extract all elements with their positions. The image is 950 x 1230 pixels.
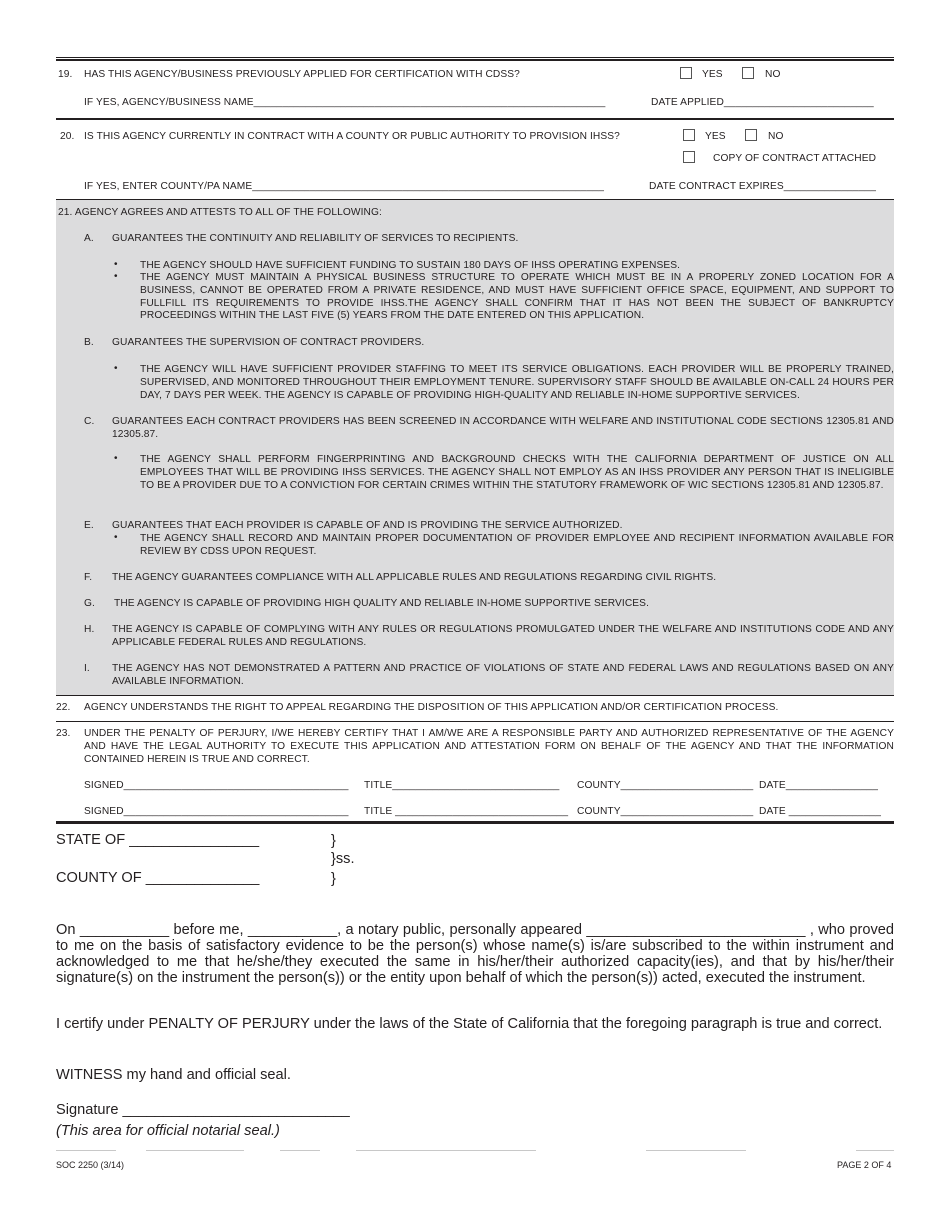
q20-date-expires-field[interactable]: DATE CONTRACT EXPIRES________________ [649,181,876,192]
title-field-1[interactable]: TITLE_____________________________ [364,780,560,791]
bullet-icon: • [114,259,118,270]
q21-i-letter: I. [84,663,90,674]
notary-signature-field[interactable]: Signature ____________________________ [56,1102,350,1118]
q19-date-applied-field[interactable]: DATE APPLIED__________________________ [651,97,874,108]
date-field-2[interactable]: DATE ________________ [759,806,881,817]
q21-b-text: GUARANTEES THE SUPERVISION OF CONTRACT PROVIDERS. [112,337,425,348]
q21-g-letter: G. [84,598,95,609]
q20-question: IS THIS AGENCY CURRENTLY IN CONTRACT WITH A COUNTY OR PUBLIC AUTHORITY TO PROVISION IHSS? [84,131,620,142]
q19-agency-name-field[interactable]: IF YES, AGENCY/BUSINESS NAME_____________________________________________________________ [84,97,606,108]
q21-c-text: GUARANTEES EACH CONTRACT PROVIDERS HAS BEEN SCREENED IN ACCORDANCE WITH WELFARE AND INSTITUTIONAL CODE SECTIONS 12305.81 AND 12305.87. [112,416,894,440]
q20-yes-checkbox[interactable] [683,129,695,141]
q21-c-bullet-1: THE AGENCY SHALL PERFORM FINGERPRINTING AND BACKGROUND CHECKS WITH THE CALIFORNIA DEPARTMENT OF JUSTICE ON ALL EMPLOYEES THAT WILL BE PROVIDING IHSS SERVICES. THE AGENCY SHALL NOT EMPLOY AS AN IHSS PROVIDER ANY PERSON THAT IS INELIGIBLE TO BE A PROVIDER DUE TO A CONVICTION FOR CERTAIN CRIMES WITHIN THE STATUTORY FRAMEWORK OF WIC SECTIONS 12305.81 AND 12305.87. [140,454,894,491]
q20-copy-label: COPY OF CONTRACT ATTACHED [713,153,877,164]
q19-yes-checkbox[interactable] [680,67,692,79]
q20-copy-checkbox[interactable] [683,151,695,163]
seal-area-rule [646,1150,746,1151]
seal-area-rule [856,1150,894,1151]
signature-section-bottom-rule [56,821,894,824]
q22-divider [56,721,894,722]
q21-e-text: GUARANTEES THAT EACH PROVIDER IS CAPABLE OF AND IS PROVIDING THE SERVICE AUTHORIZED. [112,520,623,531]
seal-area-rule [280,1150,320,1151]
penalty-of-perjury-paragraph: I certify under PENALTY OF PERJURY under the laws of the State of California that the foregoing paragraph is true and correct. [56,1016,883,1032]
venue-brace-top: } [331,833,336,849]
q23-number: 23. [56,728,71,739]
q19-yes-label: YES [702,69,723,80]
q21-g-text: THE AGENCY IS CAPABLE OF PROVIDING HIGH QUALITY AND RELIABLE IN-HOME SUPPORTIVE SERVICES. [114,598,650,609]
state-of-field[interactable]: STATE OF ________________ [56,832,260,848]
venue-brace-bottom: } [331,871,336,887]
bullet-icon: • [114,532,118,543]
q22-number: 22. [56,702,71,713]
q21-b-letter: B. [84,337,94,348]
date-field-1[interactable]: DATE________________ [759,780,879,791]
bullet-icon: • [114,453,118,464]
q20-yes-label: YES [705,131,726,142]
q21-h-letter: H. [84,624,95,635]
bullet-icon: • [114,363,118,374]
signed-field-1[interactable]: SIGNED_______________________________________ [84,780,349,791]
notarial-seal-note: (This area for official notarial seal.) [56,1123,280,1139]
seal-area-rule [56,1150,116,1151]
county-of-field[interactable]: COUNTY OF ______________ [56,870,260,886]
page-number: PAGE 2 OF 4 [837,1160,892,1170]
q21-e-bullet-1: THE AGENCY SHALL RECORD AND MAINTAIN PROPER DOCUMENTATION OF PROVIDER EMPLOYEE AND RECIPIENT INFORMATION AVAILABLE FOR REVIEW BY CDSS UPON REQUEST. [140,533,894,557]
q21-a-bullet-2: THE AGENCY MUST MAINTAIN A PHYSICAL BUSINESS STRUCTURE TO OPERATE WHICH MUST BE IN A PROPERLY ZONED LOCATION FOR A BUSINESS, CANNOT BE OPERATED FROM A PRIVATE RESIDENCE, AND MUST HAVE SUFFICIENT OFFICE SPACE, EQUIPMENT, AND SUPPORT TO FULLFILL ITS REQUIREMENTS TO PROVIDE IHSS.THE AGENCY SHALL CONFIRM THAT IT HAS NOT BEEN THE SUBJECT OF BANKRUPTCY PROCEEDINGS WITHIN THE LAST FIVE (5) YEARS FROM THE DATE ENTERED ON THIS APPLICATION. [140,272,894,322]
county-field-1[interactable]: COUNTY_______________________ [577,780,754,791]
q21-a-bullet-1: THE AGENCY SHOULD HAVE SUFFICIENT FUNDING TO SUSTAIN 180 DAYS OF IHSS OPERATING EXPENSES. [140,260,681,271]
q19-no-checkbox[interactable] [742,67,754,79]
q21-c-letter: C. [84,416,95,427]
signed-field-2[interactable]: SIGNED_______________________________________ [84,806,349,817]
q21-divider [56,695,894,696]
notary-acknowledgment-paragraph: On ___________ before me, ___________, a notary public, personally appeared ___________________________ , who proved to me on the basis of satisfactory evidence to be the person(s) whose name(s) is/are subscribed to the within instrument and acknowledged to me that he/she/they executed the same in his/her/their authorized capacity(ies), and that by his/her/their signature(s) on the instrument the person(s)) or the entity upon behalf of which the person(s)) acted, executed the instrument. [56,922,894,986]
q19-number: 19. [58,69,73,80]
venue-ss: }ss. [331,851,355,867]
q20-no-label: NO [768,131,784,142]
q21-f-text: THE AGENCY GUARANTEES COMPLIANCE WITH ALL APPLICABLE RULES AND REGULATIONS REGARDING CIVIL RIGHTS. [112,572,717,583]
q21-a-letter: A. [84,233,94,244]
form-id: SOC 2250 (3/14) [56,1160,125,1170]
q21-a-text: GUARANTEES THE CONTINUITY AND RELIABILITY OF SERVICES TO RECIPIENTS. [112,233,519,244]
q22-text: AGENCY UNDERSTANDS THE RIGHT TO APPEAL REGARDING THE DISPOSITION OF THIS APPLICATION AND/OR CERTIFICATION PROCESS. [84,702,779,713]
q20-number: 20. [60,131,75,142]
q21-e-letter: E. [84,520,94,531]
top-rule-thick [56,59,894,61]
seal-area-rule [356,1150,536,1151]
top-rule [56,57,894,58]
q19-question: HAS THIS AGENCY/BUSINESS PREVIOUSLY APPLIED FOR CERTIFICATION WITH CDSS? [84,69,520,80]
q23-text: UNDER THE PENALTY OF PERJURY, I/WE HEREBY CERTIFY THAT I AM/WE ARE A RESPONSIBLE PARTY AND AUTHORIZED REPRESENTATIVE OF THE AGENCY AND HAVE THE LEGAL AUTHORITY TO EXECUTE THIS APPLICATION AND ATTESTATION FORM ON BEHALF OF THE AGENCY AND THAT THE INFORMATION CONTAINED HEREIN IS TRUE AND CORRECT. [84,728,894,765]
q21-h-text: THE AGENCY IS CAPABLE OF COMPLYING WITH ANY RULES OR REGULATIONS PROMULGATED UNDER THE WELFARE AND INSTITUTIONS CODE AND ANY APPLICABLE FEDERAL RULES AND REGULATIONS. [112,624,894,648]
county-field-2[interactable]: COUNTY_______________________ [577,806,754,817]
seal-area-rule [146,1150,244,1151]
q20-no-checkbox[interactable] [745,129,757,141]
q20-county-name-field[interactable]: IF YES, ENTER COUNTY/PA NAME_____________________________________________________________ [84,181,604,192]
q19-divider [56,118,894,120]
title-field-2[interactable]: TITLE ______________________________ [364,806,569,817]
q21-b-bullet-1: THE AGENCY WILL HAVE SUFFICIENT PROVIDER STAFFING TO MEET ITS SERVICE OBLIGATIONS. EACH PROVIDER WILL BE PROPERLY TRAINED, SUPERVISED, AND MONITORED THROUGHOUT THEIR EMPLOYMENT TENURE. SUPERVISORY STAFF SHOULD BE AVAILABLE ON-CALL 24 HOURS PER DAY, 7 DAYS PER WEEK. THE AGENCY IS CAPABLE OF PROVIDING HIGH-QUALITY AND RELIABLE IN-HOME SUPPORTIVE SERVICES. [140,364,894,401]
q21-i-text: THE AGENCY HAS NOT DEMONSTRATED A PATTERN AND PRACTICE OF VIOLATIONS OF STATE AND FEDERAL LAWS AND REGULATIONS BASED ON ANY AVAILABLE INFORMATION. [112,663,894,687]
witness-line: WITNESS my hand and official seal. [56,1067,291,1083]
q21-heading: 21. AGENCY AGREES AND ATTESTS TO ALL OF THE FOLLOWING: [58,207,382,218]
q21-f-letter: F. [84,572,93,583]
bullet-icon: • [114,271,118,282]
q19-no-label: NO [765,69,781,80]
